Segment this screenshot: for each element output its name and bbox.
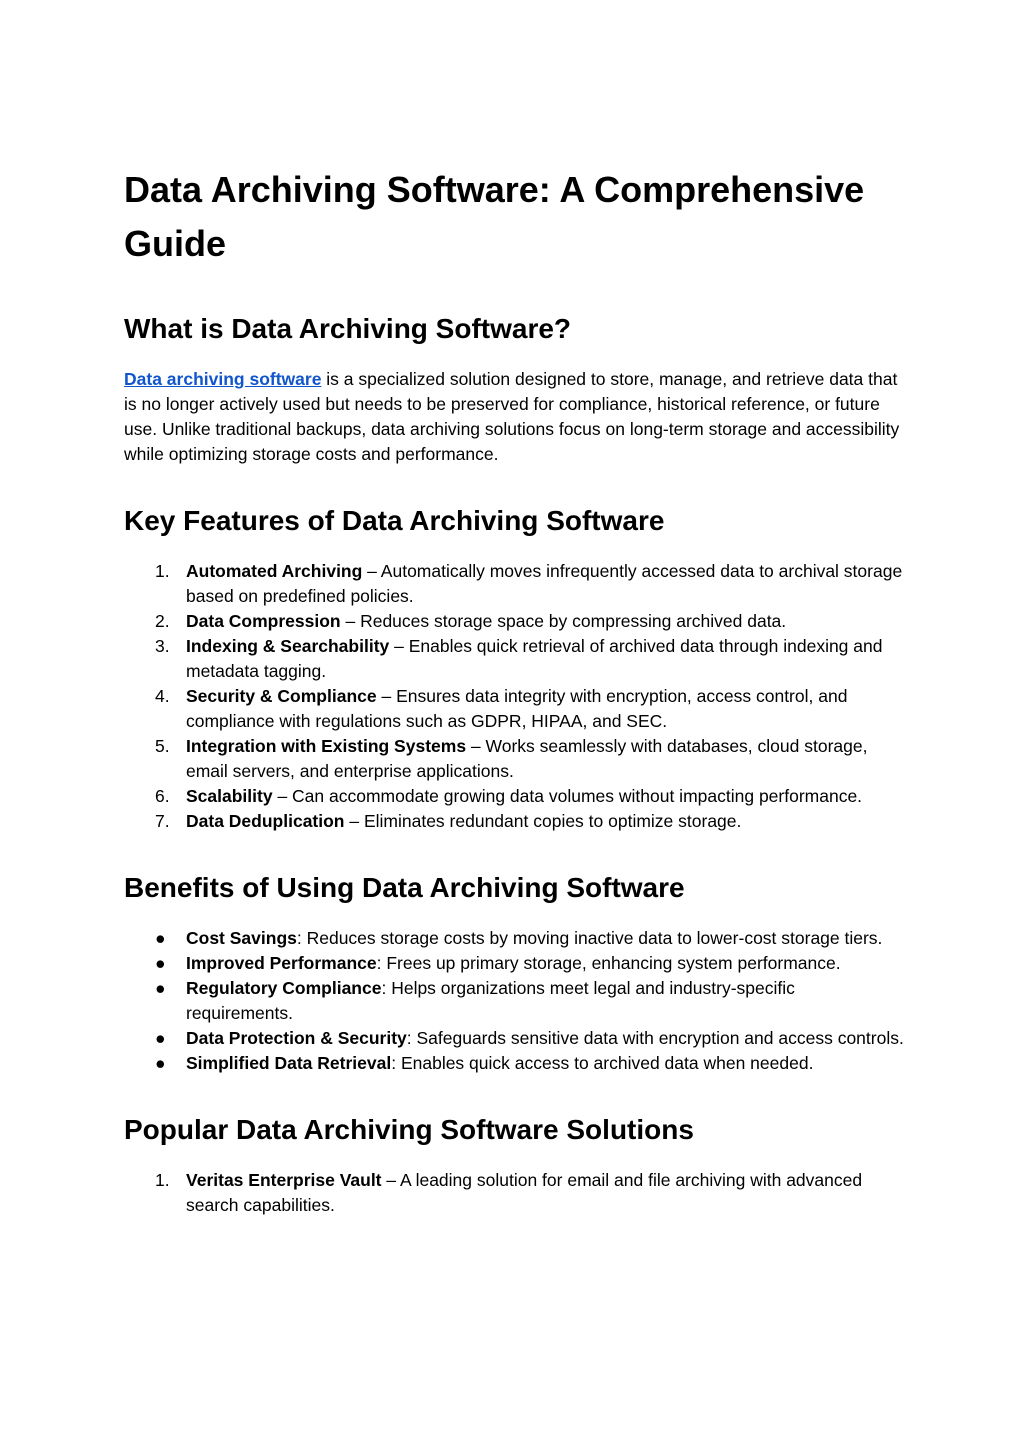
- bullet-icon: ●: [155, 978, 166, 998]
- list-number: 7.: [155, 811, 170, 831]
- feature-desc: – Works seamlessly with databases, cloud storage, email servers, and enterprise applications.: [186, 736, 868, 781]
- list-number: 2.: [155, 611, 170, 631]
- list-item: [155, 1168, 904, 1218]
- benefit-desc: : Helps organizations meet legal and industry-specific requirements.: [186, 978, 795, 1023]
- list-item: [155, 926, 904, 951]
- feature-desc: – Reduces storage space by compressing archived data.: [340, 611, 787, 631]
- feature-desc: – Eliminates redundant copies to optimize storage.: [344, 811, 742, 831]
- bullet-icon: ●: [155, 1053, 166, 1073]
- solution-desc: – A leading solution for email and file archiving with advanced search capabilities.: [186, 1170, 863, 1215]
- benefit-desc: : Enables quick access to archived data when needed.: [391, 1053, 814, 1073]
- feature-term: Data Compression: [186, 611, 341, 631]
- bullet-icon: ●: [155, 953, 166, 973]
- feature-desc: – Can accommodate growing data volumes without impacting performance.: [272, 786, 863, 806]
- page-title: Data Archiving Software: A Comprehensive Guide: [124, 169, 865, 264]
- list-number: 6.: [155, 786, 170, 806]
- popular-solutions-list: [124, 1168, 904, 1218]
- list-item: [155, 976, 904, 1026]
- section-heading-popular-solutions: Popular Data Archiving Software Solutions: [124, 1114, 694, 1145]
- feature-term: Indexing & Searchability: [186, 636, 390, 656]
- list-item: [155, 951, 904, 976]
- feature-term: Data Deduplication: [186, 811, 345, 831]
- list-number: 1.: [155, 561, 170, 581]
- list-item: [155, 1026, 904, 1051]
- benefit-term: Improved Performance: [186, 953, 377, 973]
- list-item: [155, 684, 904, 734]
- list-item: [155, 634, 904, 684]
- section-heading-benefits: Benefits of Using Data Archiving Software: [124, 872, 685, 903]
- feature-desc: – Enables quick retrieval of archived data through indexing and metadata tagging.: [186, 636, 883, 681]
- list-item: [155, 609, 904, 634]
- benefit-term: Data Protection & Security: [186, 1028, 407, 1048]
- feature-term: Automated Archiving: [186, 561, 363, 581]
- benefit-term: Regulatory Compliance: [186, 978, 382, 998]
- feature-term: Integration with Existing Systems: [186, 736, 467, 756]
- list-item: [155, 559, 904, 609]
- intro-paragraph: [124, 367, 904, 467]
- benefit-term: Cost Savings: [186, 928, 297, 948]
- list-number: 1.: [155, 1170, 170, 1190]
- list-item: [155, 784, 904, 809]
- feature-desc: – Ensures data integrity with encryption, access control, and compliance with regulations such as GDPR, HIPAA, and SEC.: [186, 686, 848, 731]
- data-archiving-software-link[interactable]: Data archiving software: [124, 369, 322, 389]
- feature-term: Security & Compliance: [186, 686, 377, 706]
- section-heading-key-features: Key Features of Data Archiving Software: [124, 505, 665, 536]
- section-heading-what-is: What is Data Archiving Software?: [124, 313, 572, 344]
- intro-text: is a specialized solution designed to store, manage, and retrieve data that is no longer actively used but needs to be preserved for compliance, historical reference, or future use. Unlike traditional backups, data archiving solutions focus on long-term storage and accessibility while optimizing storage costs and performance.: [124, 369, 900, 464]
- benefit-desc: : Frees up primary storage, enhancing system performance.: [376, 953, 841, 973]
- key-features-list: [124, 559, 904, 834]
- list-number: 5.: [155, 736, 170, 756]
- benefits-list: [124, 926, 904, 1076]
- list-number: 4.: [155, 686, 170, 706]
- document-content: [124, 163, 904, 1254]
- list-item: [155, 734, 904, 784]
- solution-term: Veritas Enterprise Vault: [186, 1170, 382, 1190]
- list-item: [155, 1051, 904, 1076]
- list-number: 3.: [155, 636, 170, 656]
- benefit-desc: : Reduces storage costs by moving inactive data to lower-cost storage tiers.: [296, 928, 883, 948]
- benefit-desc: : Safeguards sensitive data with encryption and access controls.: [406, 1028, 904, 1048]
- bullet-icon: ●: [155, 1028, 166, 1048]
- list-item: [155, 809, 904, 834]
- bullet-icon: ●: [155, 928, 166, 948]
- feature-term: Scalability: [186, 786, 273, 806]
- benefit-term: Simplified Data Retrieval: [186, 1053, 392, 1073]
- feature-desc: – Automatically moves infrequently accessed data to archival storage based on predefined policies.: [186, 561, 903, 606]
